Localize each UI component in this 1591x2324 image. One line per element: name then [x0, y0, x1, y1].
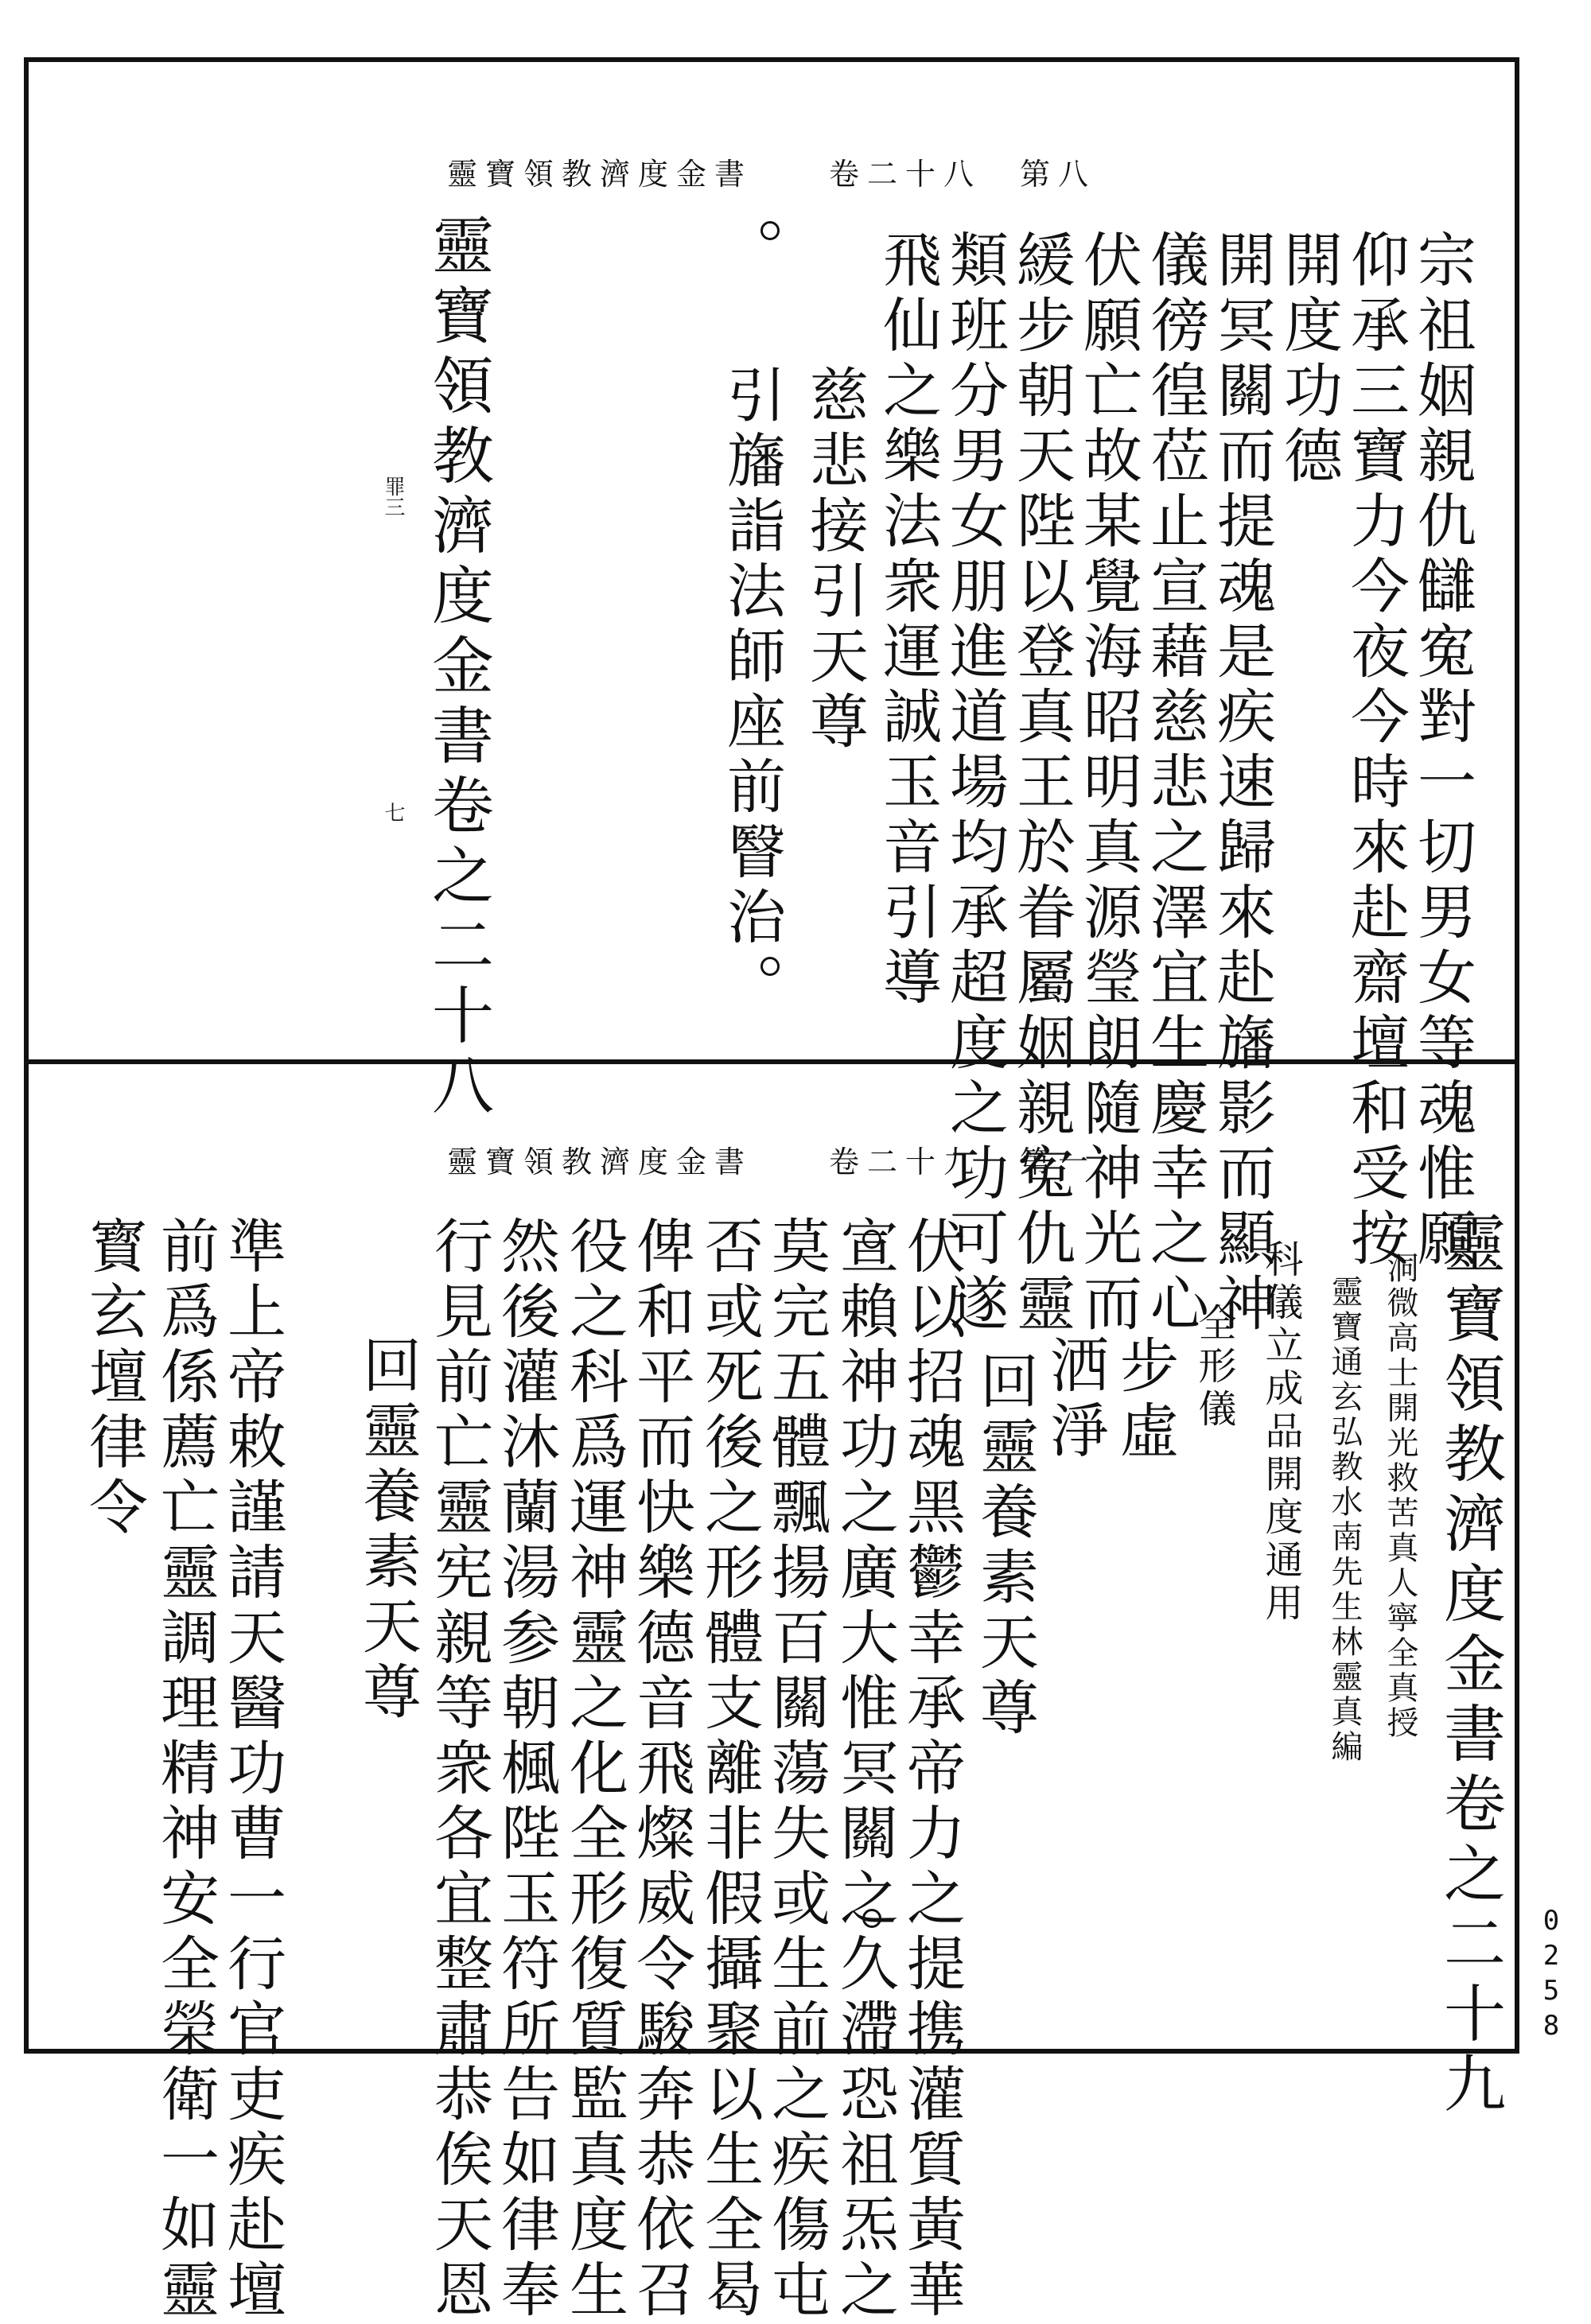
bottom-col-6: 步虛 [1111, 1335, 1179, 1465]
bottom-col-9: 伏以招魂黑鬱幸承帝力之提携灌質黃華 [897, 1215, 966, 2324]
page-number: 0258 [1535, 1905, 1567, 2045]
bottom-col-author-1: 洞微高士開光救苦真人寧全真授 [1382, 1251, 1418, 1741]
top-col-11: 引旛詣法師座前瞖治 [718, 364, 786, 951]
bottom-col-5: 全形儀 [1192, 1303, 1236, 1432]
top-col-1: 宗祖姻親仇讎寃對一切男女等魂惟願 [1408, 229, 1476, 1273]
top-col-2: 仰承三寶力今夜今時來赴齋壇和受按 [1341, 229, 1410, 1273]
bottom-col-14: 役之科爲運神靈之化全形復質監真度生 [560, 1215, 628, 2324]
bottom-col-15: 然後灌沐蘭湯参朝楓陛玉符所告如律奉 [492, 1215, 560, 2324]
bottom-page-header: 靈寶領教濟度金書 卷二十九 第一 [446, 1145, 1096, 1179]
top-col-9: 飛仙之樂法衆運誠玉音引導 [873, 229, 942, 1012]
circle-mark [862, 1909, 881, 1928]
circle-mark [760, 221, 780, 240]
top-page-header: 靈寶領教濟度金書 卷二十八 第八 [446, 157, 1096, 192]
bottom-col-7: 洒淨 [1041, 1335, 1109, 1465]
top-col-8: 類班分男女朋進道場均承超度之功可遂 [940, 229, 1009, 1338]
bottom-page [29, 1064, 1515, 2324]
bottom-col-20: 寳玄壇律令 [80, 1215, 148, 1541]
top-col-10: 慈悲接引天尊 [800, 364, 869, 756]
top-col-5: 儀徬徨莅止宣藉慈悲之澤宜生慶幸之心 [1141, 229, 1209, 1338]
bottom-col-4: 科儀立成品開度通用 [1258, 1239, 1303, 1626]
bottom-col-10: 宣賴神功之廣大惟冥關之久滯恐祖炁之 [831, 1215, 899, 2324]
bottom-col-18: 準上帝敕謹請天醫功曹一行官吏疾赴壇 [218, 1215, 286, 2324]
bottom-col-13: 俾和平而快樂德音飛燦威令駿奔恭依召 [627, 1215, 695, 2324]
top-col-3: 開度功德 [1274, 229, 1343, 490]
bottom-col-11: 莫完五體飄揚百關蕩失或生前之疾傷屯 [762, 1215, 831, 2324]
top-note-2: 七 [381, 802, 405, 822]
bottom-page-title: 靈寶領教濟度金書卷之二十九 [1433, 1211, 1505, 2121]
circle-mark [862, 1230, 881, 1249]
top-col-6: 伏願亡故某覺海昭明真源瑩朗隨神光而 [1074, 229, 1142, 1338]
bottom-col-12: 否或死後之形體支離非假攝聚以生全曷 [695, 1215, 764, 2324]
top-page-title: 靈寶領教濟度金書卷之二十八 [422, 213, 493, 1123]
bottom-col-19: 前爲係薦亡靈調理精神安全榮衛一如靈 [151, 1215, 220, 2324]
bottom-col-17: 回靈養素天尊 [353, 1335, 422, 1726]
bottom-col-author-2: 靈寶通玄弘教水南先生林靈真編 [1326, 1275, 1363, 1765]
circle-mark [760, 957, 780, 976]
top-col-7: 緩步朝天陛以登真王於眷屬姻親寃仇靈 [1007, 229, 1076, 1338]
top-col-4: 開冥關而提魂是疾速歸來赴旛影而顯神 [1208, 229, 1276, 1338]
top-note-1: 罪三 [381, 476, 405, 517]
bottom-col-16: 行見前亡靈宪親等衆各宜整肅恭俟天恩 [425, 1215, 493, 2324]
bottom-col-8: 回靈養素天尊 [971, 1350, 1039, 1742]
